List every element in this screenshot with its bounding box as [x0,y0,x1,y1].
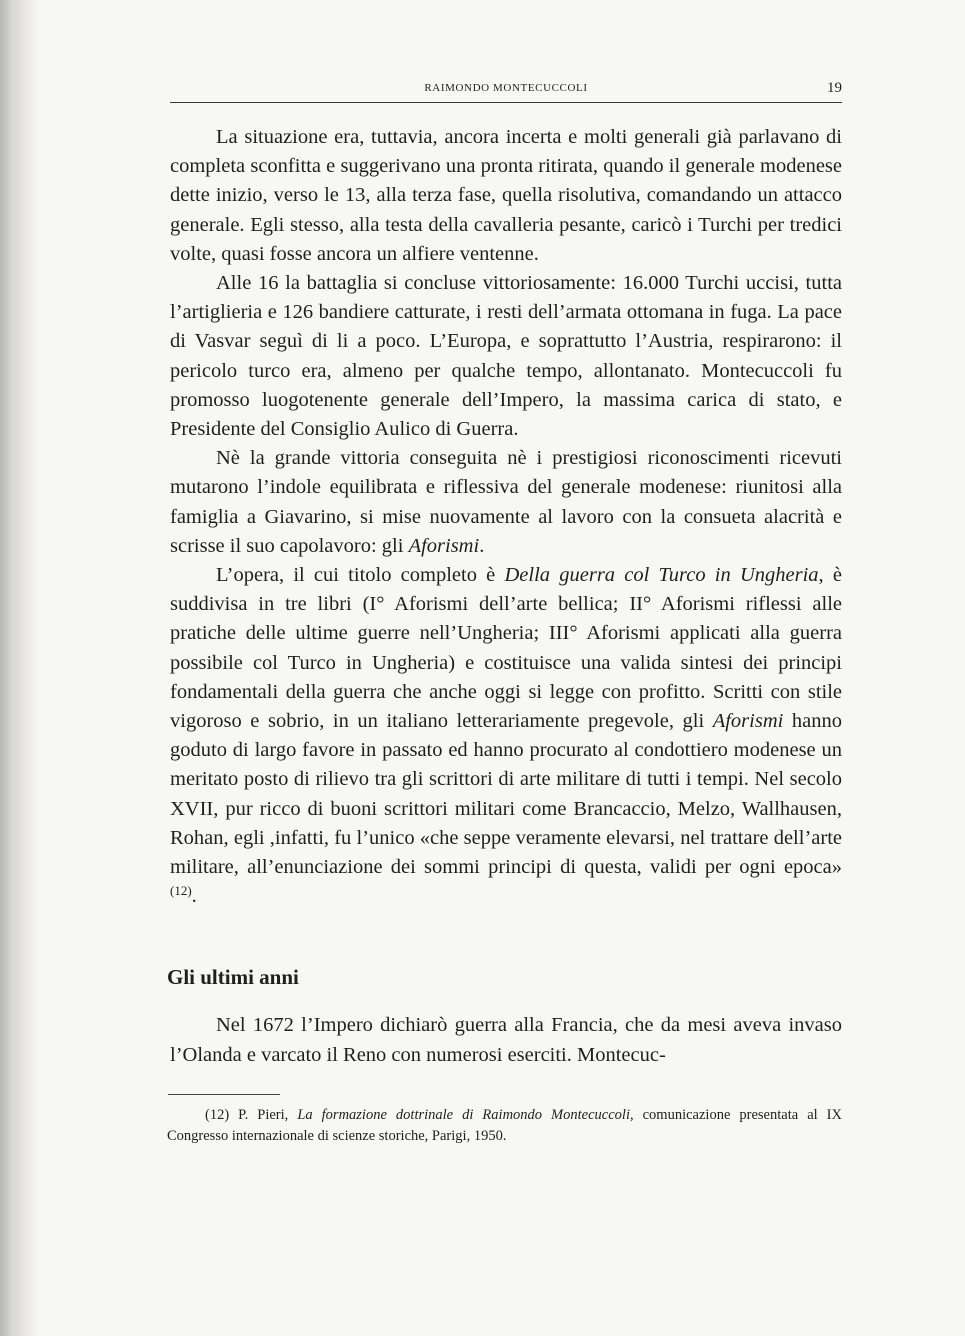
footnote-12 [167,1105,842,1147]
italic-text: Aforismi [408,534,480,557]
footnote-reference: (12) [170,883,192,899]
italic-text: Aforismi [712,710,784,733]
paragraph-1 [170,123,842,269]
text-run: Nè la grande vittoria conseguita nè i prestigiosi riconoscimenti ricevuti mutarono l’indole equilibrata e riflessiva del generale modenese: riunitosi alla famiglia a Giavarino, si mise nuovamente al lavoro con la consueta alacrità e scrisse il suo capolavoro: gli [170,447,842,557]
section-heading: Gli ultimi anni [167,965,299,990]
italic-text: Della guerra col Turco in Ungheria [504,564,819,587]
text-run: . [191,885,197,908]
body-text [170,123,842,911]
paragraph-2 [170,269,842,444]
text-run: La situazione era, tuttavia, ancora incerta e molti generali già parlavano di completa sconfitta e suggerivano una pronta ritirata, quando il generale modenese dette inizio, verso le 13, alla terza fase, quella risolutiva, comandando un attacco generale. Egli stesso, alla testa della cavalleria pesante, caricò i Turchi per tredici volte, quasi fosse ancora un alfiere ventenne. [170,126,842,265]
book-page [167,78,842,1147]
text-run: . [479,534,485,557]
running-head [170,78,842,103]
text-run: (12) P. Pieri, [205,1106,298,1123]
text-run: hanno goduto di largo favore in passato ed hanno procurato al condottiero modenese un meritato posto di rilievo tra gli scrittori di arte militare di tutti i tempi. Nel secolo XVII, pur ricco di buoni scrittori militari come Brancaccio, Melzo, Wallhausen, Rohan, egli ,infatti, fu l’unico «che seppe veramente elevarsi, nel trattare dell’arte militare, all’enunciazione dei sommi principi di questa, validi per ogni epoca» [170,710,842,879]
text-run: Alle 16 la battaglia si concluse vittoriosamente: 16.000 Turchi uccisi, tutta l’artiglieria e 126 bandiere catturate, i resti dell’armata ottomana in fuga. La pace di Vasvar seguì di li a poco. L’Europa, e soprattutto l’Austria, respirarono: il pericolo turco era, almeno per qualche tempo, allontanato. Montecuccoli fu promosso luogotenente generale dell’Impero, la massima carica di stato, e Presidente del Consiglio Aulico di Guerra. [170,272,842,441]
page-binding-shadow [0,0,40,1336]
section-paragraph: Nel 1672 l’Impero dichiarò guerra alla Francia, che da mesi aveva invaso l’Olanda e varcato il Reno con numerosi eserciti. Montecuc- [170,1014,842,1066]
text-run: , è suddivisa in tre libri (I° Aforismi dell’arte bellica; II° Aforismi riflessi alle pratiche delle ultime guerre nell’Ungheria; III° Aforismi applicati alla guerra possibile col Turco in Ungheria) e costituisce una valida sintesi dei principi fondamentali della guerra che anche oggi si legge con profitto. Scritti con stile vigoroso e sobrio, in un italiano letterariamente pregevole, gli [170,564,842,733]
paragraph-3 [170,444,842,561]
text-run: , comunicazione presentata al IX Congresso internazionale di scienze storiche, Parigi, 1950. [167,1106,842,1144]
italic-text: La formazione dottrinale di Raimondo Montecuccoli [297,1106,630,1123]
running-title: RAIMONDO MONTECUCCOLI [424,82,588,94]
paragraph-4 [170,561,842,911]
footnote-divider [168,1094,280,1095]
page-number: 19 [827,80,842,96]
text-run: L’opera, il cui titolo completo è [216,564,505,587]
